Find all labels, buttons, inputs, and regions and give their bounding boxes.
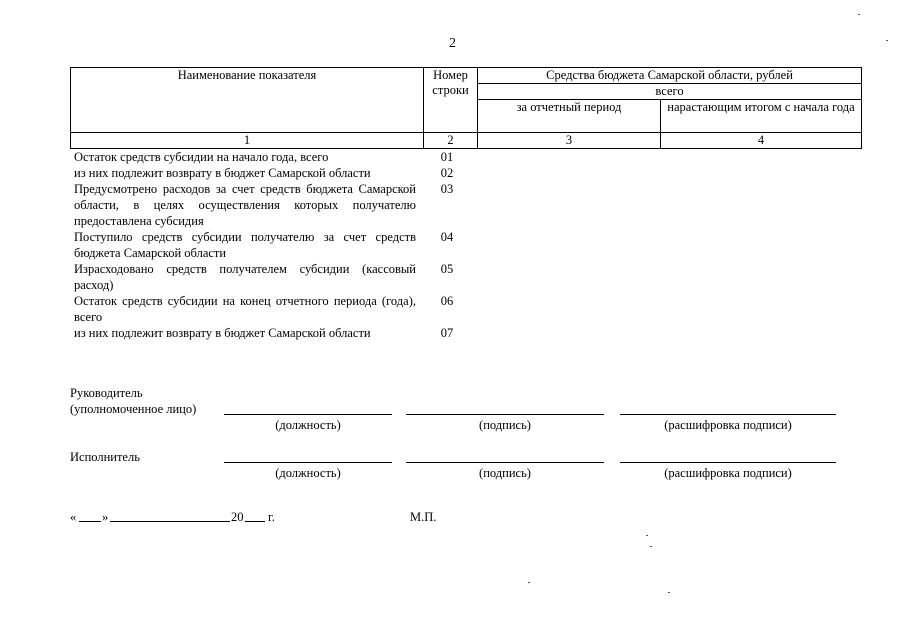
table-row bbox=[74, 325, 474, 341]
executor-signature-line bbox=[406, 462, 604, 463]
row-code: 05 bbox=[440, 262, 454, 276]
executor-decode-caption: (расшифровка подписи) bbox=[664, 466, 792, 480]
row-code: 07 bbox=[440, 326, 454, 340]
head-decode-line bbox=[620, 414, 836, 415]
date-open-quote: « bbox=[70, 510, 77, 524]
head-signature-line bbox=[406, 414, 604, 415]
date-month-line bbox=[110, 521, 230, 522]
col-cumulative-header: нарастающим итогом с начала года bbox=[661, 100, 862, 133]
table-row bbox=[74, 149, 474, 165]
scan-speck bbox=[528, 582, 530, 583]
head-position-caption: (должность) bbox=[275, 418, 341, 432]
table-row bbox=[74, 229, 474, 261]
scan-speck bbox=[858, 14, 860, 15]
col-total-header: всего bbox=[478, 84, 862, 100]
table-row bbox=[74, 165, 474, 181]
indicator-rows bbox=[74, 149, 474, 341]
head-label-authorized: (уполномоченное лицо) bbox=[70, 402, 197, 416]
row-code: 03 bbox=[440, 182, 454, 196]
executor-position-line bbox=[224, 462, 392, 463]
row-label: из них подлежит возврату в бюджет Самарской области bbox=[74, 326, 371, 340]
executor-position-caption: (должность) bbox=[275, 466, 341, 480]
table-row bbox=[74, 261, 474, 293]
scan-speck bbox=[886, 40, 888, 41]
scan-speck bbox=[668, 592, 670, 593]
report-table-header bbox=[70, 67, 862, 149]
date-year-prefix: 20 bbox=[231, 510, 244, 524]
col-number-4: 4 bbox=[661, 133, 862, 149]
date-year-line bbox=[245, 521, 265, 522]
table-row bbox=[74, 181, 474, 229]
col-period-header: за отчетный период bbox=[478, 100, 661, 133]
col-row-number-header: Номер строки bbox=[424, 68, 478, 133]
head-position-line bbox=[224, 414, 392, 415]
executor-signature-caption: (подпись) bbox=[479, 466, 531, 480]
head-label: Руководитель bbox=[70, 386, 143, 400]
row-label: Израсходовано средств получателем субсидии (кассовый расход) bbox=[74, 262, 416, 292]
scan-speck bbox=[646, 535, 648, 536]
row-label: Остаток средств субсидии на конец отчетного периода (года), всего bbox=[74, 294, 416, 324]
stamp-place-label: М.П. bbox=[410, 510, 437, 524]
head-signature-caption: (подпись) bbox=[479, 418, 531, 432]
scan-speck bbox=[650, 546, 652, 547]
row-label: Поступило средств субсидии получателю за счет средств бюджета Самарской области bbox=[74, 230, 416, 260]
row-code: 01 bbox=[440, 150, 454, 164]
executor-label: Исполнитель bbox=[70, 450, 140, 464]
col-funds-header: Средства бюджета Самарской области, рублей bbox=[478, 68, 862, 84]
row-label: из них подлежит возврату в бюджет Самарской области bbox=[74, 166, 371, 180]
col-number-3: 3 bbox=[478, 133, 661, 149]
row-code: 06 bbox=[440, 294, 454, 308]
col-name-header: Наименование показателя bbox=[71, 68, 424, 133]
date-year-suffix: г. bbox=[268, 510, 275, 524]
table-row bbox=[74, 293, 474, 325]
executor-decode-line bbox=[620, 462, 836, 463]
row-code: 04 bbox=[440, 230, 454, 244]
row-label: Остаток средств субсидии на начало года, всего bbox=[74, 150, 329, 164]
date-close-quote: » bbox=[102, 510, 109, 524]
row-code: 02 bbox=[440, 166, 454, 180]
head-decode-caption: (расшифровка подписи) bbox=[664, 418, 792, 432]
col-number-1: 1 bbox=[71, 133, 424, 149]
col-number-2: 2 bbox=[424, 133, 478, 149]
date-day-line bbox=[79, 521, 101, 522]
row-label: Предусмотрено расходов за счет средств бюджета Самарской области, в целях осуществления которых получателю предоставлена субсидия bbox=[74, 182, 416, 228]
page-number: 2 bbox=[449, 36, 456, 51]
